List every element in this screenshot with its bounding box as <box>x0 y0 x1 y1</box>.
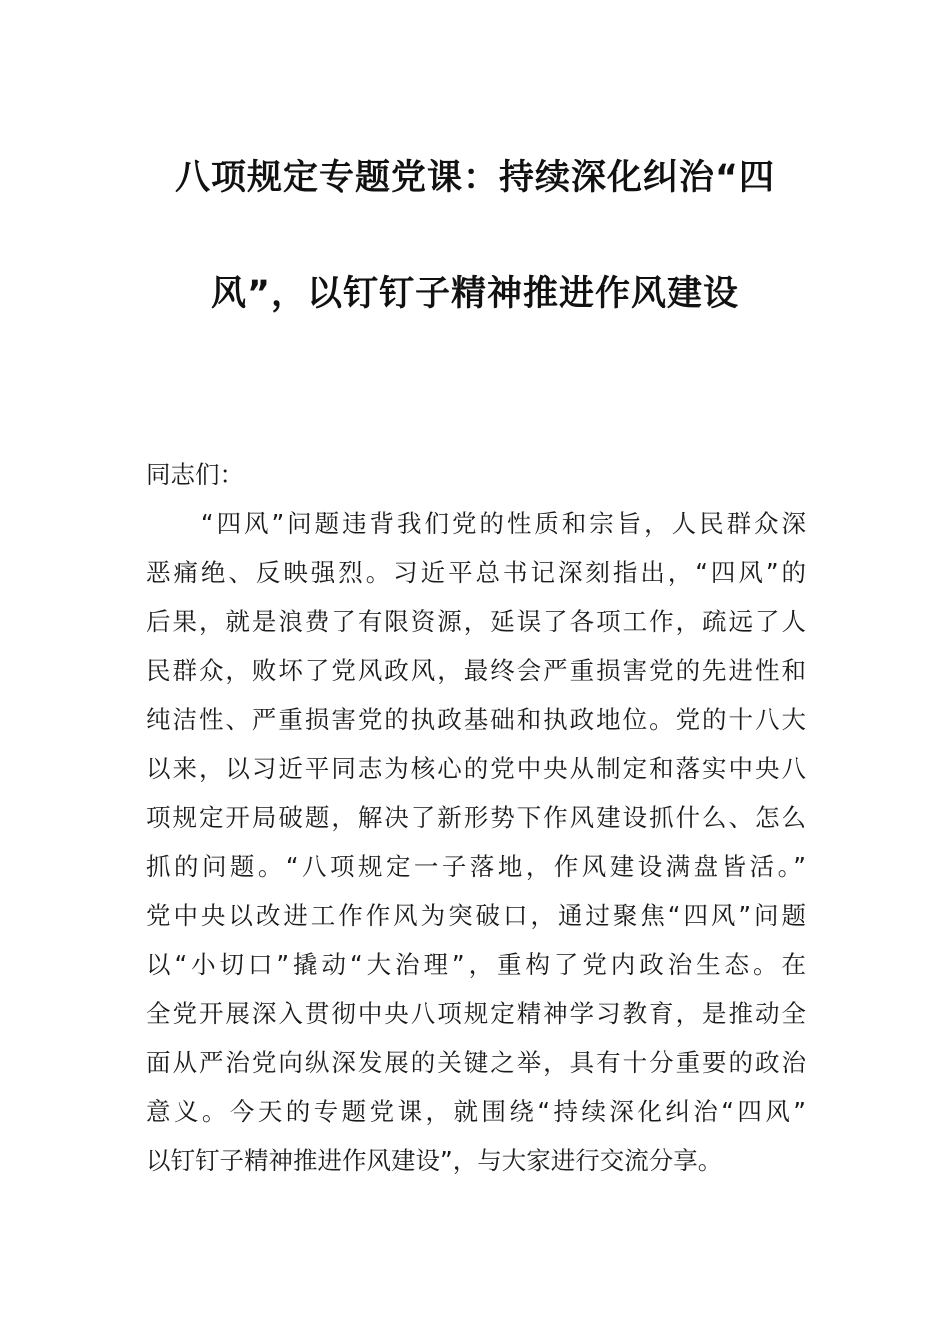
document-title-line-1: 八项规定专题党课：持续深化纠治“四 <box>174 158 775 198</box>
paragraph-line: 恶痛绝、反映强烈。习近平总书记深刻指出，“四风”的 <box>146 558 806 587</box>
paragraph-line: 以来，以习近平同志为核心的党中央从制定和落实中央八 <box>146 754 806 783</box>
paragraph-line: 意义。今天的专题党课，就围绕“持续深化纠治“四风” <box>146 1097 806 1126</box>
paragraph-line: 抓的问题。“八项规定一子落地，作风建设满盘皆活。” <box>146 852 806 881</box>
paragraph-line: 以“小切口”撬动“大治理”，重构了党内政治生态。在 <box>146 950 806 979</box>
salutation: 同志们： <box>146 460 244 489</box>
paragraph-line: 民群众，败坏了党风政风，最终会严重损害党的先进性和 <box>146 656 806 685</box>
paragraph-line: “四风”问题违背我们党的性质和宗旨，人民群众深 <box>146 509 806 538</box>
paragraph-line: 党中央以改进工作作风为突破口，通过聚焦“四风”问题 <box>146 901 806 930</box>
paragraph-line: 全党开展深入贯彻中央八项规定精神学习教育，是推动全 <box>146 999 806 1028</box>
paragraph-line: 面从严治党向纵深发展的关键之举，具有十分重要的政治 <box>146 1048 806 1077</box>
document-title-line-2: 风”，以钉钉子精神推进作风建设 <box>210 274 739 314</box>
paragraph-line: 项规定开局破题，解决了新形势下作风建设抓什么、怎么 <box>146 803 806 832</box>
paragraph-line: 以钉钉子精神推进作风建设”，与大家进行交流分享。 <box>146 1146 723 1175</box>
paragraph-line: 后果，就是浪费了有限资源，延误了各项工作，疏远了人 <box>146 607 806 636</box>
paragraph-line: 纯洁性、严重损害党的执政基础和执政地位。党的十八大 <box>146 705 806 734</box>
